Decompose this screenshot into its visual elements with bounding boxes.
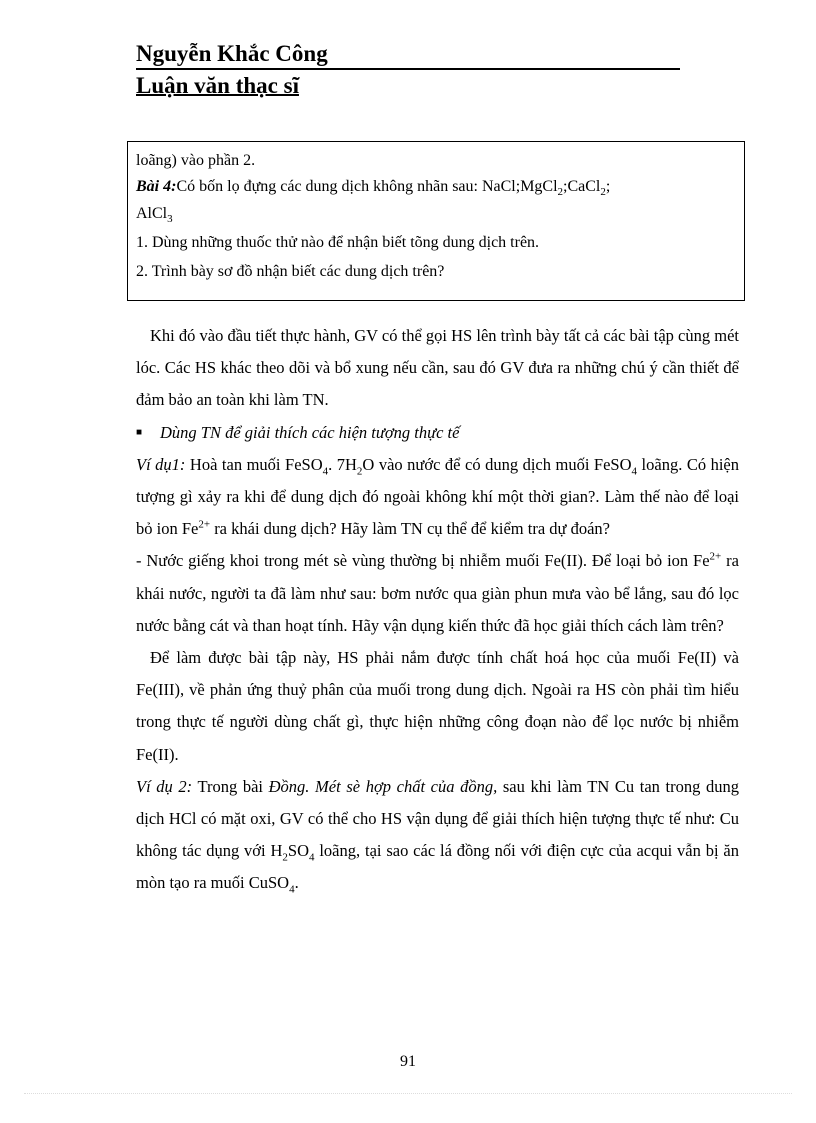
exercise-4-cont: AlCl$_3$ xyxy=(136,205,173,226)
exercise-4: Bài 4:Có bốn lọ đựng các dung dịch không nhãn sau: NaCl;MgCl$_2$;CaCl$_2$; xyxy=(136,178,611,199)
page-header xyxy=(136,40,682,100)
paragraph-3: Để làm được bài tập này, HS phải nắm được tính chất hoá học của muối Fe(II) và Fe(III), về phản ứng thuỷ phân của muối trong dung dịch. Ngoài ra HS còn phải tìm hiểu trong thực tế người dùng chất gì, thực hiện những công đoạn nào để lọc nước bị nhiễm Fe(II). xyxy=(136,648,739,764)
paragraph-1: Khi đó vào đầu tiết thực hành, GV có thể gọi HS lên trình bày tất cả các bài tập cùng mét lóc. Các HS khác theo dõi và bổ xung nếu cần, sau đó GV đưa ra những chú ý cần thiết để đảm bảo an toàn khi làm TN. xyxy=(136,326,739,410)
exercise-box xyxy=(127,141,745,301)
page-number: 91 xyxy=(400,1053,416,1070)
lesson-title: Đồng. Mét sè hợp chất của đồng, xyxy=(268,776,498,796)
body-text xyxy=(136,320,739,900)
document-subtitle: Luận văn thạc sĩ xyxy=(136,73,299,98)
box-line-0: loãng) vào phần 2. xyxy=(136,152,256,169)
paragraph-2: - Nước giếng khoi trong mét sè vùng thường bị nhiễm muối Fe(II). Để loại bỏ ion $Fe^{2+}$ ra khái nước, người ta đã làm như sau: bơm nước qua giàn phun mưa vào bể lắng, sau đó lọc nước bằng cát và than hoạt tính. Hãy vận dụng kiến thức đã học giải thích cách làm trên? xyxy=(136,550,739,635)
example-2: Ví dụ 2: Trong bài Đồng. Mét sè hợp chất của đồng, sau khi làm TN Cu tan trong dung dịch HCl có mặt oxi, GV có thể cho HS vận dụng để giải thích hiện tượng thực tế như: Cu không tác dụng với $H_2SO_4$ loãng, tại sao các lá đồng nối với điện cực của acqui vẫn bị ăn mòn tạo ra muối CuSO$_4$. xyxy=(136,776,739,896)
question-2: 2. Trình bày sơ đồ nhận biết các dung dịch trên? xyxy=(136,263,445,280)
example-1-label: Ví dụ1: xyxy=(136,454,186,474)
page-divider xyxy=(24,1093,792,1094)
example-2-label: Ví dụ 2: xyxy=(136,776,193,796)
question-1: 1. Dùng những thuốc thử nào để nhận biết tõng dung dịch trên. xyxy=(136,234,540,251)
bullet-item xyxy=(136,417,739,449)
author-name: Nguyễn Khắc Công xyxy=(136,40,680,70)
square-bullet-icon: ■ xyxy=(136,426,143,438)
bullet-text: Dùng TN để giải thích các hiện tượng thực tế xyxy=(160,422,460,442)
example-1: Ví dụ1: Hoà tan muối FeSO$_4$. $7H_2O$ vào nước để có dung dịch muối FeSO$_4$ loãng. Có hiện tượng gì xảy ra khi để dung dịch đó ngoài không khí một thời gian?. Làm thế nào để loại bỏ ion $Fe^{2+}$ ra khái dung dịch? Hãy làm TN cụ thể để kiểm tra dự đoán? xyxy=(136,454,739,539)
exercise-label: Bài 4: xyxy=(136,178,177,195)
